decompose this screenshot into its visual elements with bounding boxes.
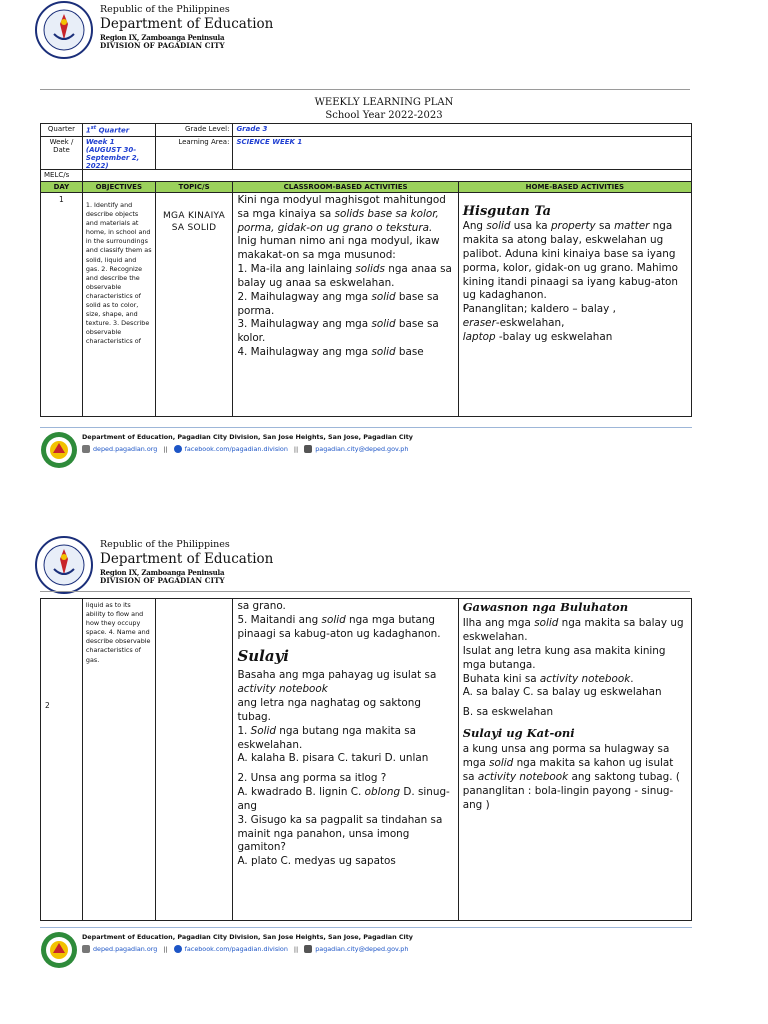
- objectives-cell: 1. Identify and describe objects and materials at home, in school and in the surroundings and classify them as solid, liquid and gas. 2. Recognize and describe the observable characteristics of solid as to color, size, shape, and texture. 3. Describe observable characteristics of: [83, 193, 156, 416]
- col-home: HOME-BASED ACTIVITIES: [525, 183, 625, 191]
- plan-title: WEEKLY LEARNING PLAN School Year 2022-2023: [314, 97, 454, 121]
- quarter-value: 1st Quarter: [83, 124, 156, 136]
- day-number: 2: [45, 701, 50, 710]
- website-link[interactable]: deped.pagadian.org: [93, 945, 158, 953]
- day-2-row: [41, 599, 691, 920]
- division-seal-icon: [40, 431, 78, 469]
- facebook-icon: [174, 445, 182, 453]
- footer-address: Department of Education, Pagadian City Division, San Jose Heights, San Jose, Pagadian City: [82, 433, 413, 441]
- learning-plan-table: [40, 123, 692, 417]
- footer-links: deped.pagadian.org || facebook.com/pagadian.division || pagadian.city@deped.gov.ph: [82, 445, 408, 453]
- objectives-cell: liquid as to its ability to flow and how they occupy space. 4. Name and describe observable characteristics of gas.: [83, 599, 156, 920]
- section-heading: Hisgutan Ta: [462, 204, 552, 219]
- document-page-1: [0, 0, 768, 470]
- department-name: Department of Education: [100, 15, 274, 32]
- facebook-icon: [174, 945, 182, 953]
- email-icon: [304, 945, 312, 953]
- learning-plan-table-continued: [40, 598, 692, 921]
- page-footer: [40, 427, 692, 469]
- header-rule: [40, 89, 690, 90]
- region-line: Region IX, Zamboanga Peninsula: [100, 33, 225, 43]
- day-1-row: [41, 193, 691, 416]
- page-footer: Department of Education, Pagadian City Division, San Jose Heights, San Jose, Pagadian City deped.pagadian.org || facebook.com/pagadian.division || pagadian.city@deped.gov.ph: [40, 927, 692, 969]
- header-rule: [40, 591, 690, 592]
- section-heading: Gawasnon nga Buluhaton: [462, 600, 629, 614]
- email-link[interactable]: pagadian.city@deped.gov.ph: [315, 945, 409, 953]
- facebook-link[interactable]: facebook.com/pagadian.division: [184, 445, 288, 453]
- deped-seal-icon: [34, 0, 94, 60]
- section-heading: Sulayi: [237, 647, 290, 666]
- republic-line: Republic of the Philippines: [100, 4, 230, 15]
- letterhead: [100, 5, 273, 51]
- col-day: DAY: [41, 182, 83, 192]
- email-link[interactable]: pagadian.city@deped.gov.ph: [315, 445, 409, 453]
- col-topics: TOPIC/S: [156, 182, 234, 192]
- facebook-link[interactable]: facebook.com/pagadian.division: [184, 945, 288, 953]
- web-icon: [82, 445, 90, 453]
- classroom-activities-cell: sa grano. 5. Maitandi ang solid nga mga butang pinaagi sa kabug-aton ug kadaghanon. Sulayi Basaha ang mga pahayag ug isulat sa activity notebook ang letra nga naghatag og saktong tubag. 1. Solid nga butang nga makita sa eskwelahan. A. kalaha B. pisara C. takuri D. unlan 2. Unsa ang porma sa itlog ? A. kwadrado B. lignin C. oblong D. sinug-ang 3. Gisugo ka sa pagpalit sa tindahan sa mainit nga panahon, unsa imong gamiton? A. plato C. medyas ug sapatos: [233, 599, 458, 920]
- col-objectives: OBJECTIVES: [83, 182, 156, 192]
- day-number: 1: [41, 193, 83, 416]
- letterhead: Republic of the Philippines Department of Education Region IX, Zamboanga Peninsula DIVISION OF PAGADIAN CITY: [100, 539, 274, 586]
- topic-cell: [156, 599, 234, 920]
- column-header-row: [41, 182, 691, 193]
- document-page-2: [0, 535, 768, 1024]
- topic-cell: MGA KINAIYA SA SOLID: [156, 193, 234, 416]
- web-icon: [82, 945, 90, 953]
- home-activities-cell: Gawasnon nga Buluhaton Ilha ang mga solid nga makita sa balay ug eskwelahan. Isulat ang letra kung asa makita kining mga butanga. Buhata kini sa activity notebook. A. sa balay C. sa balay ug eskwelahan B. sa eskwelahan Sulayi ug Kat-oni a kung unsa ang porma sa hulagway sa mga solid nga makita sa kahon ug isulat sa activity notebook ang saktong tubag. ( pananglitan : bola-lingin payong - sinug-ang ): [459, 599, 691, 920]
- website-link[interactable]: deped.pagadian.org: [93, 445, 158, 453]
- division-seal-icon: [40, 931, 78, 969]
- email-icon: [304, 445, 312, 453]
- home-activities-cell: Hisgutan Ta Ang solid usa ka property sa matter nga makita sa atong balay, eskwelahan ug palibot. Aduna kini kinaiya base sa iyang porma, kolor, gidak-on ug grano. Mahimo kining itandi pinaagi sa iyang kabug-aton ug kadaghanon. Pananglitan; kaldero – balay , eraser-eskwelahan, laptop -balay ug eskwelahan: [459, 193, 691, 416]
- division-line: DIVISION OF PAGADIAN CITY: [100, 41, 225, 51]
- col-classroom: CLASSROOM-BASED ACTIVITIES: [233, 182, 458, 192]
- week-row: Week / Date Week 1 (AUGUST 30-September 2, 2022) Learning Area: SCIENCE WEEK 1: [41, 137, 691, 170]
- melc-row: MELC/s: [41, 170, 691, 182]
- classroom-activities-cell: Kini nga modyul maghisgot mahitungod sa mga kinaiya sa solids base sa kolor, porma, gidak-on ug grano o tekstura. Inig human nimo ani nga modyul, ikaw makakat-on sa mga musunod: 1. Ma-ila ang lainlaing solids nga anaa sa balay ug anaa sa eskwelahan. 2. Maihulagway ang mga solid base sa porma. 3. Maihulagway ang mga solid base sa kolor. 4. Maihulagway ang mga solid base: [233, 193, 458, 416]
- quarter-row: Quarter 1st Quarter Grade Level: Grade 3: [41, 124, 691, 137]
- deped-seal-icon: [34, 535, 94, 595]
- section-heading: Sulayi ug Kat-oni: [462, 726, 575, 741]
